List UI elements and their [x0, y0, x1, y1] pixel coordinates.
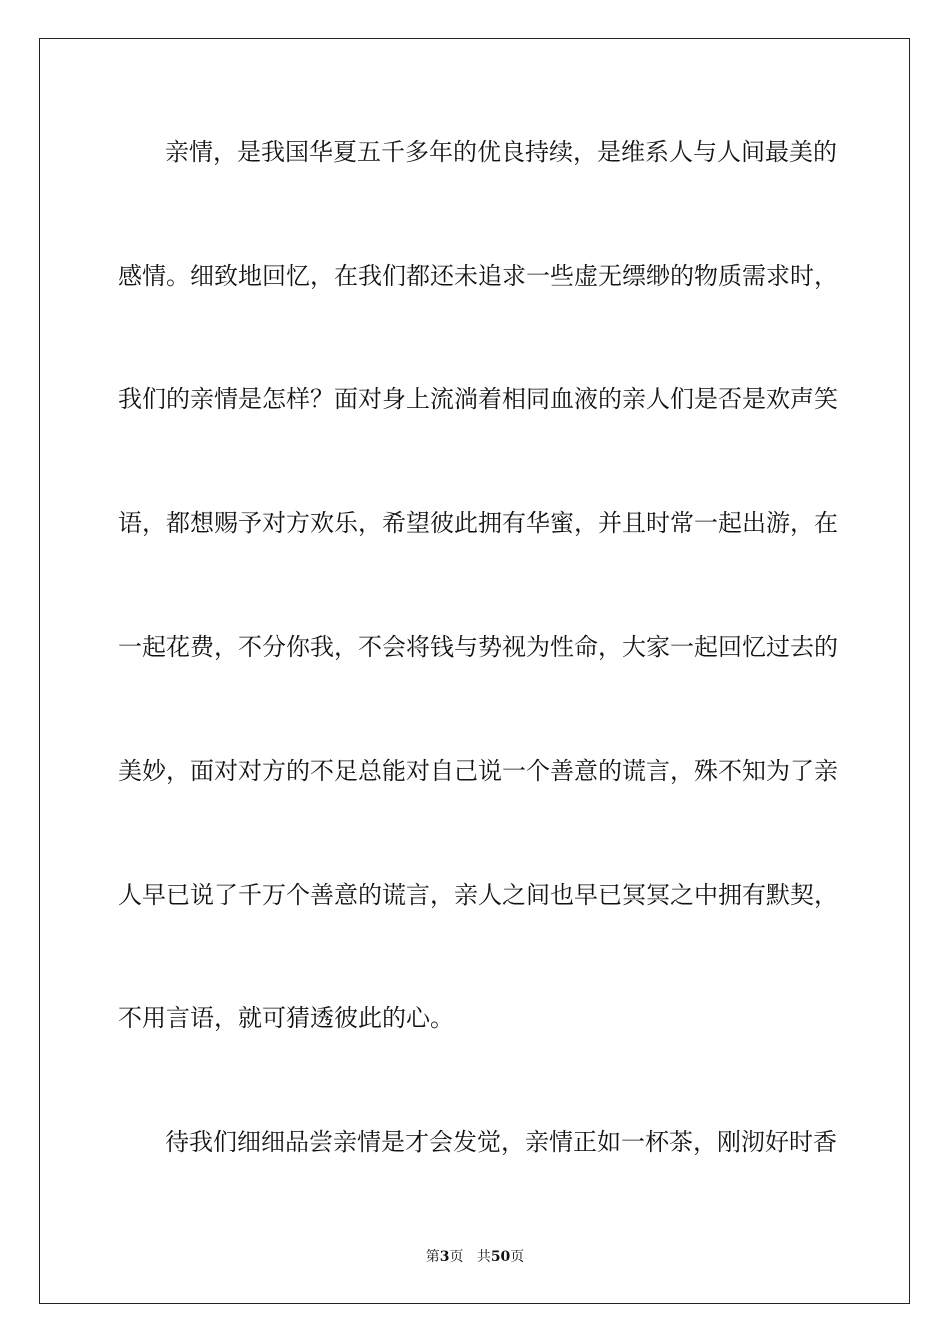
text-line-9: 待我们细细品尝亲情是才会发觉，亲情正如一杯茶，刚沏好时香 — [165, 1128, 837, 1156]
total-prefix: 共 — [476, 1249, 491, 1265]
page-number: 3 — [439, 1249, 450, 1265]
page-border — [39, 38, 910, 1304]
total-suffix: 页 — [510, 1249, 525, 1265]
text-line-6: 美妙，面对对方的不足总能对自己说一个善意的谎言，殊不知为了亲 — [118, 757, 838, 785]
text-line-5: 一起花费，不分你我，不会将钱与势视为性命，大家一起回忆过去的 — [118, 633, 838, 661]
text-line-4: 语，都想赐予对方欢乐，希望彼此拥有华蜜，并且时常一起出游，在 — [118, 509, 838, 537]
text-line-2: 感情。细致地回忆，在我们都还未追求一些虚无缥缈的物质需求时， — [118, 262, 838, 290]
text-line-3: 我们的亲情是怎样？面对身上流淌着相同血液的亲人们是否是欢声笑 — [118, 385, 838, 413]
page-footer — [0, 1248, 950, 1266]
text-line-7: 人早已说了千万个善意的谎言，亲人之间也早已冥冥之中拥有默契， — [118, 881, 838, 909]
page-suffix: 页 — [449, 1249, 464, 1265]
total-pages: 50 — [490, 1249, 511, 1265]
text-line-1: 亲情，是我国华夏五千多年的优良持续，是维系人与人间最美的 — [165, 138, 837, 166]
page-prefix: 第 — [425, 1249, 440, 1265]
text-line-8: 不用言语，就可猜透彼此的心。 — [118, 1004, 454, 1032]
